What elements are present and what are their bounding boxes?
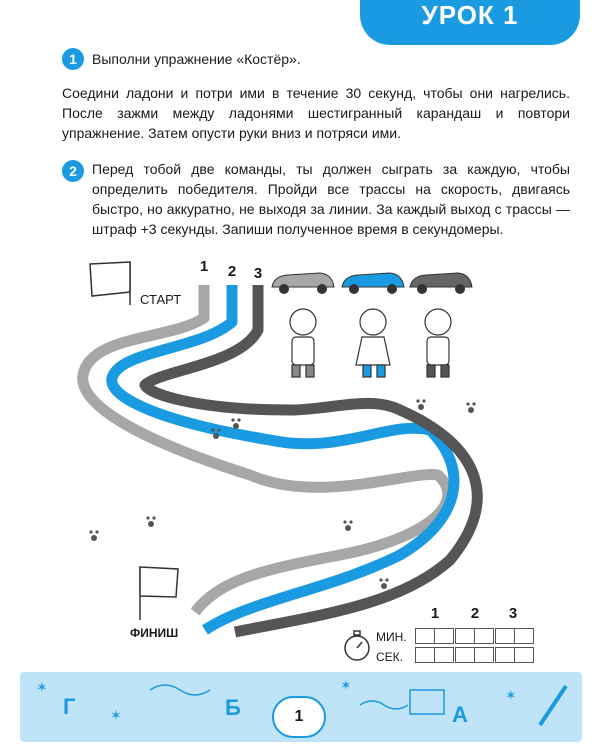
letter-decor: Б [225,695,241,720]
letter-decor: Г [63,694,76,719]
track-1-number: 1 [199,258,209,275]
page-number: 1 [272,696,326,738]
minutes-label: МИН. [376,630,407,644]
timer-column-1: 1 [430,605,440,622]
task-1-title: Выполни упражнение «Костёр». [92,51,301,67]
timer-column-2: 2 [470,605,480,622]
track-3-number: 3 [253,265,263,282]
wave-decor [360,701,408,709]
task-2-number-badge: 2 [62,160,84,182]
timer-column-3: 3 [508,605,518,622]
finish-label: ФИНИШ [130,626,179,640]
task-2-body: Перед тобой две команды, ты должен сыграть за каждую, чтобы определить победителя. Пройди все трассы на скорость, двигаясь быстро, но аккуратно, не выходя за линии. За каждый выход с трассы — штраф +3 секунды. Запиши полученное время в секундомеры. [92,161,570,237]
track-2-number: 2 [227,263,237,280]
lesson-title: УРОК 1 [421,0,519,30]
wave-decor [150,685,210,695]
letter-decor: А [452,702,468,727]
seconds-label: СЕК. [376,650,403,664]
task-1-number-badge: 1 [62,48,84,70]
star-icon: ✶ [110,707,122,723]
task-1-body: Соедини ладони и потри ими в течение 30 секунд, чтобы они нагрелись. После зажми между ладонями шестигранный карандаш и повтори упражнение. Затем опусти руки вниз и потряси ими. [62,85,570,141]
pencil-icon [540,686,566,725]
star-icon: ✶ [340,677,352,693]
start-label: СТАРТ [140,292,182,307]
star-icon: ✶ [505,687,517,703]
book-icon [410,690,444,714]
star-icon: ✶ [36,679,48,695]
